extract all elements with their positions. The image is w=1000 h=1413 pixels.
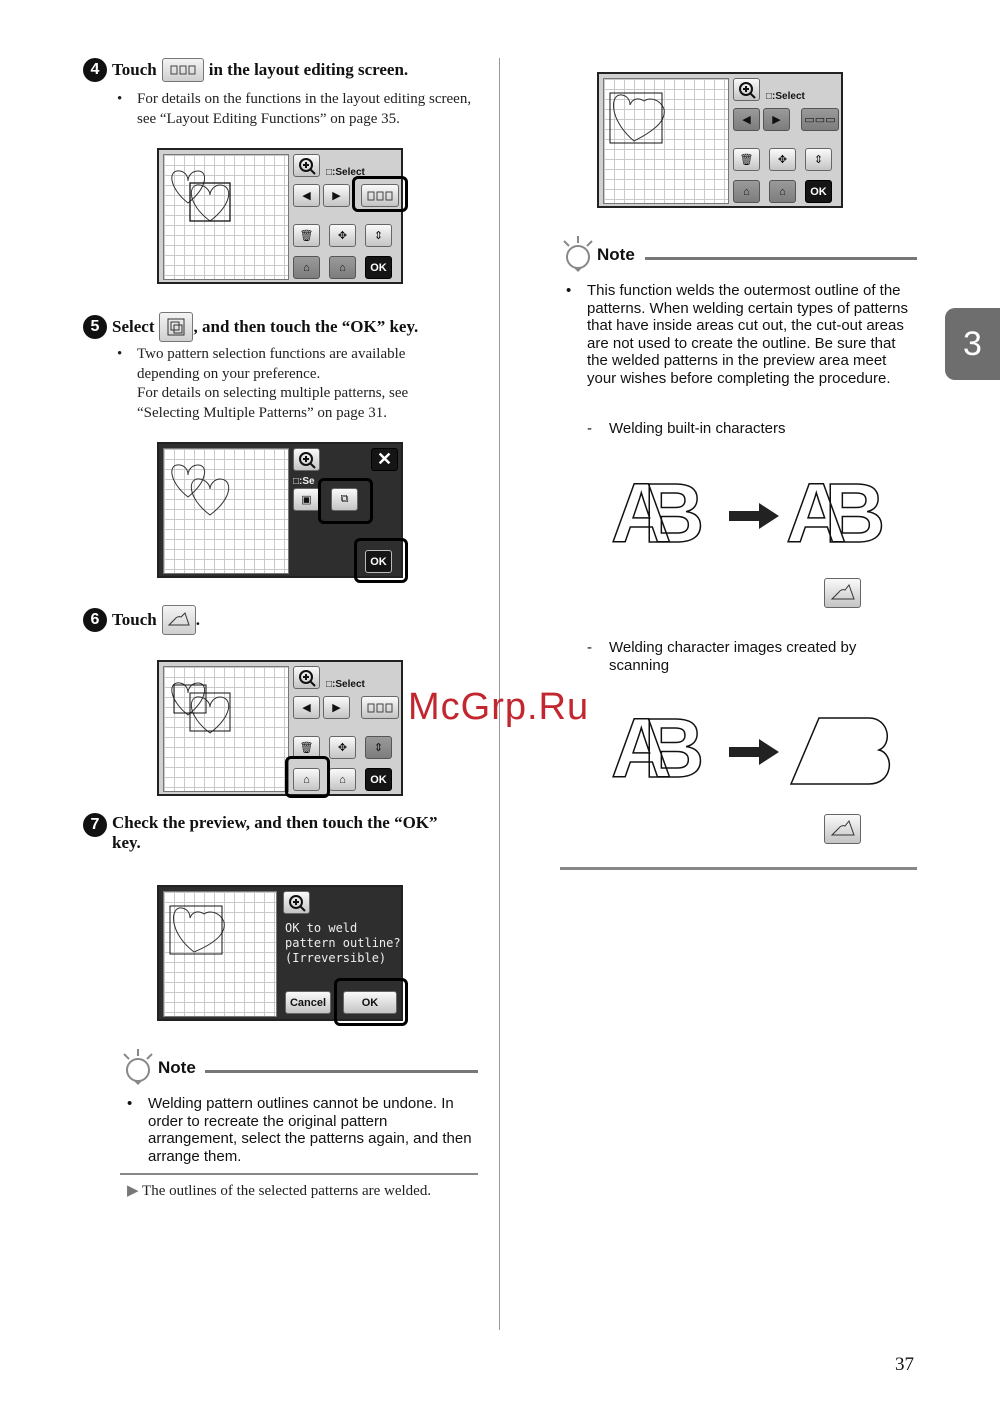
zoom-button[interactable]: [293, 154, 320, 177]
group-button[interactable]: ⌂: [329, 768, 356, 791]
note-title: Note: [597, 245, 635, 264]
multi-select-button[interactable]: ⧉: [331, 488, 358, 511]
prev-button[interactable]: ◀: [293, 184, 320, 207]
ok-button[interactable]: OK: [365, 768, 392, 791]
ok-button[interactable]: OK: [365, 550, 392, 573]
preview-grid: [603, 78, 729, 204]
ab-after-1: AB: [786, 466, 864, 560]
page-number: 37: [895, 1354, 914, 1375]
single-select-button[interactable]: ▣: [293, 488, 320, 511]
ab-before-2: AB: [611, 701, 677, 795]
highlight-multi-select: [318, 478, 373, 524]
weld-message: OK to weld pattern outline? (Irreversible): [285, 921, 401, 965]
step-6-pre: Touch: [112, 610, 157, 629]
cancel-button[interactable]: Cancel: [285, 991, 331, 1014]
step-4-bullet: • For details on the functions in the layout editing screen, see “Layout Editing Functions” on page 35.: [117, 91, 472, 127]
group-button[interactable]: ⌂: [329, 256, 356, 279]
note-subitem-1: - Welding built-in characters: [587, 420, 786, 437]
preview-grid: [163, 666, 289, 792]
ok-button[interactable]: OK: [365, 256, 392, 279]
step-6-heading: [83, 605, 200, 635]
weld-key-icon: [824, 814, 861, 844]
step-5-bullet: • Two pattern selection functions are available depending on your preference. For details on selecting multiple patterns, see “Selecting Multiple Patterns” on page 31.: [117, 346, 409, 421]
close-button[interactable]: ✕: [371, 448, 398, 471]
highlight-weld-button: [285, 756, 330, 798]
weld-icon: [162, 605, 196, 635]
note-title: Note: [158, 1058, 196, 1077]
prev-button[interactable]: ◀: [293, 696, 320, 719]
note-icon: [120, 1048, 156, 1086]
next-button[interactable]: ▶: [323, 696, 350, 719]
step-4-heading: [83, 58, 408, 82]
layout-button[interactable]: ▭▭▭: [801, 108, 839, 131]
note-bottom-rule: [560, 867, 917, 870]
step-number: 5: [83, 315, 107, 339]
weld-button[interactable]: ⌂: [293, 768, 320, 791]
size-button[interactable]: ⇕: [805, 148, 832, 171]
prev-button[interactable]: ◀: [733, 108, 760, 131]
zoom-button[interactable]: [293, 448, 320, 471]
group-button[interactable]: ⌂: [769, 180, 796, 203]
step-5-heading: [83, 312, 418, 342]
arrow-right-icon: [729, 503, 781, 529]
size-button[interactable]: ⇕: [365, 224, 392, 247]
weld-button[interactable]: ⌂: [293, 256, 320, 279]
arrow-right-icon: [729, 739, 781, 765]
step-5-pre: Select: [112, 317, 155, 336]
note-rule: [205, 1070, 478, 1073]
weld-selection-screen: [157, 660, 403, 796]
note-rule: [645, 257, 917, 260]
step-number: 7: [83, 813, 107, 837]
step-7-line1: Check the preview, and then touch the “OK”: [112, 813, 438, 832]
step-5-post: , and then touch the “OK” key.: [193, 317, 419, 336]
layout-editing-screen: [157, 148, 403, 284]
zoom-button[interactable]: [283, 891, 310, 914]
multi-select-icon: [159, 312, 193, 342]
step-number: 4: [83, 58, 107, 82]
delete-button[interactable]: 🗑: [733, 148, 760, 171]
move-button[interactable]: ✥: [329, 224, 356, 247]
welded-result-screen: [597, 72, 843, 208]
zoom-button[interactable]: [733, 78, 760, 101]
step-4-pre: Touch: [112, 60, 157, 79]
note-subitem-2: - Welding character images created by scanning: [587, 639, 857, 674]
move-button[interactable]: ✥: [769, 148, 796, 171]
highlight-layout-button: [352, 176, 408, 212]
step-number: 6: [83, 608, 107, 632]
note-text: • Welding pattern outlines cannot be undone. In order to recreate the original pattern arrangement, select the patterns again, and then arrange them.: [127, 1095, 472, 1165]
select-label: □:Select: [766, 91, 805, 102]
layout-button[interactable]: [361, 696, 399, 719]
step-7-heading: [83, 813, 438, 853]
preview-grid: [163, 448, 289, 574]
note-text: • This function welds the outermost outline of the patterns. When welding certain types of patterns that have inside areas cut out, the cut-out areas are not used to create the outline. Be sure that the welded patterns in the preview area meet your wishes before completing the procedure.: [566, 282, 909, 387]
note-bottom-rule: [120, 1173, 478, 1175]
ab-before-1: AB: [611, 466, 677, 560]
next-button[interactable]: ▶: [763, 108, 790, 131]
layout-button-icon: [162, 58, 204, 82]
watermark: McGrp.Ru: [408, 686, 590, 728]
note-icon: [560, 235, 596, 273]
select-label: □:Select: [326, 167, 365, 178]
delete-button[interactable]: 🗑: [293, 224, 320, 247]
chapter-tab: 3: [945, 308, 1000, 380]
preview-grid: [163, 891, 277, 1017]
weld-button[interactable]: ⌂: [733, 180, 760, 203]
size-button[interactable]: ⇕: [365, 736, 392, 759]
step-7-line2: key.: [112, 833, 141, 852]
preview-grid: [163, 154, 289, 280]
weld-key-icon: [824, 578, 861, 608]
zoom-button[interactable]: [293, 666, 320, 689]
select-label: □:Se: [293, 476, 315, 487]
arrow-icon: ▶: [127, 1183, 139, 1199]
next-button[interactable]: ▶: [323, 184, 350, 207]
step-4-post: in the layout editing screen.: [208, 60, 409, 79]
ok-button[interactable]: OK: [805, 180, 832, 203]
step-6-post: .: [195, 610, 200, 629]
delete-button[interactable]: 🗑: [293, 736, 320, 759]
result-line: ▶ The outlines of the selected patterns are welded.: [127, 1183, 432, 1199]
highlight-ok: [354, 538, 408, 583]
ab-welded-silhouette: [789, 714, 897, 786]
ok-button[interactable]: OK: [343, 991, 397, 1014]
move-button[interactable]: ✥: [329, 736, 356, 759]
highlight-ok: [334, 978, 408, 1026]
select-label: □:Select: [326, 679, 365, 690]
